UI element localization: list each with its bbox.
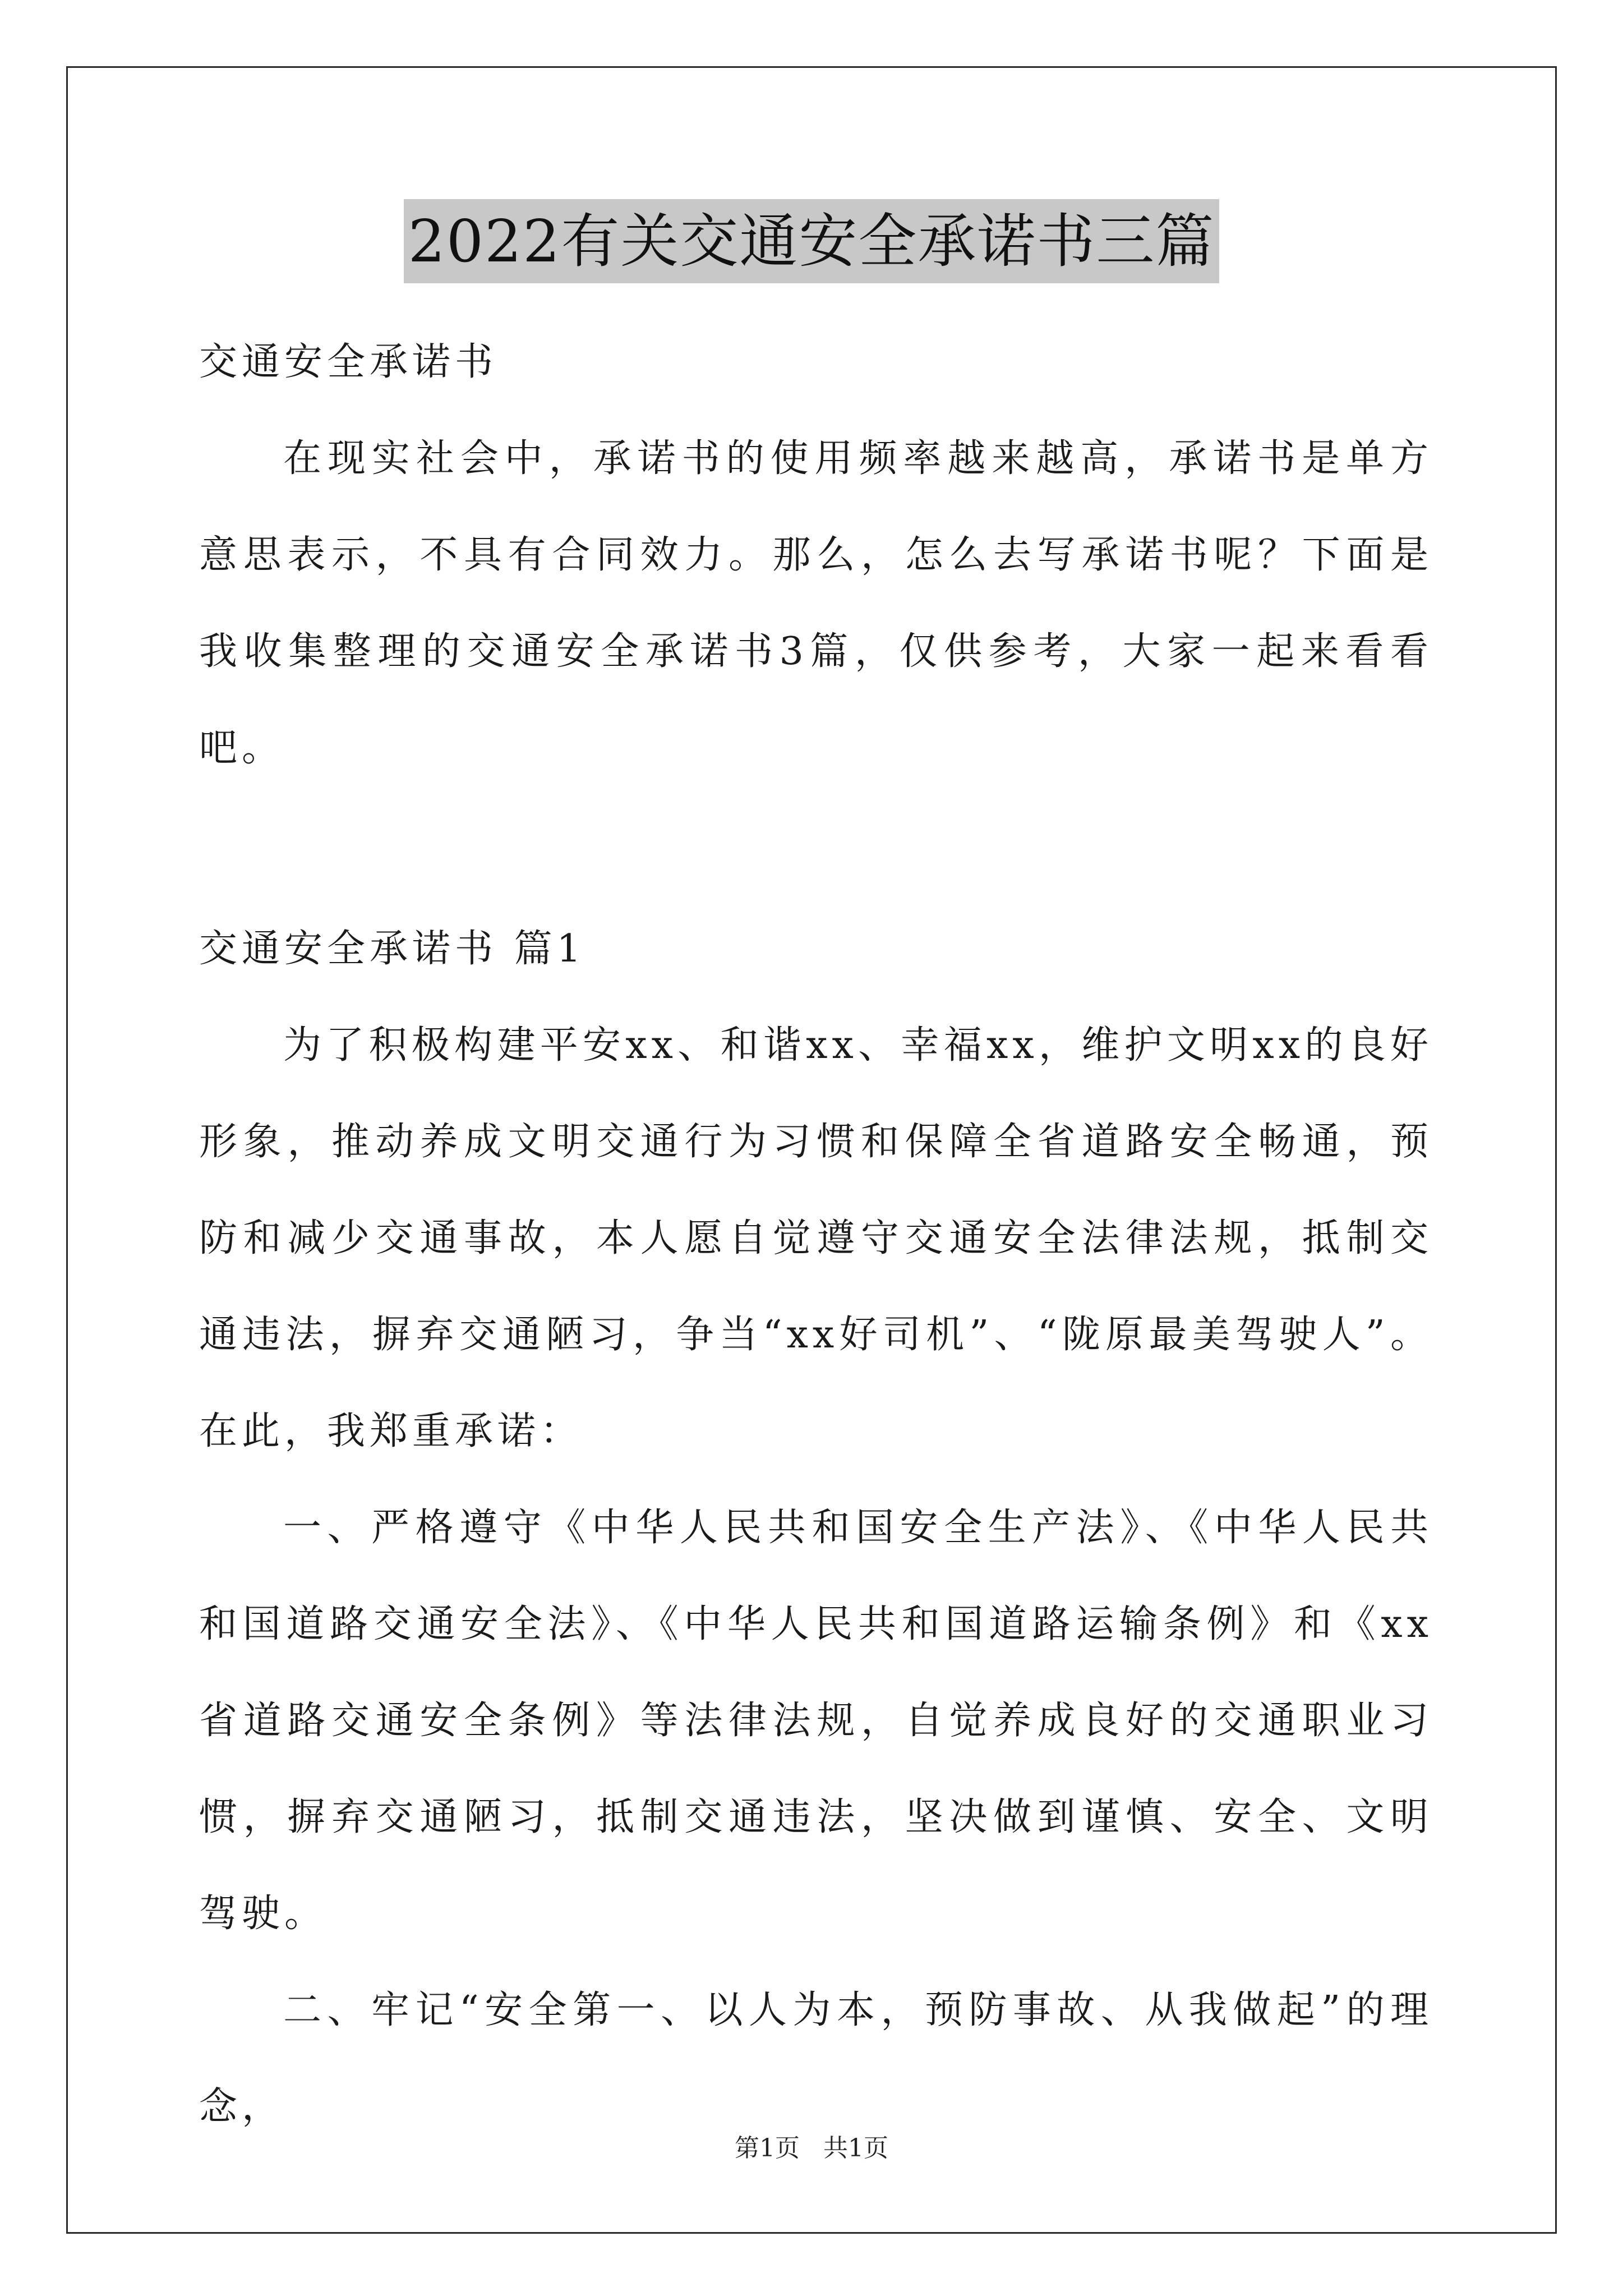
section-spacer	[199, 797, 1433, 901]
body-paragraph: 为了积极构建平安xx、和谐xx、幸福xx，维护文明xx的良好形象，推动养成文明交通行为习惯和保障全省道路安全畅通，预防和减少交通事故，本人愿自觉遵守交通安全法律法规，抵制交通违法，摒弃交通陋习，争当“xx好司机”、“陇原最美驾驶人”。在此，我郑重承诺：	[199, 1023, 1433, 1453]
document-body	[199, 314, 1433, 2155]
intro-paragraph: 在现实社会中，承诺书的使用频率越来越高，承诺书是单方意思表示，不具有合同效力。那么，怎么去写承诺书呢？下面是我收集整理的交通安全承诺书3篇，仅供参考，大家一起来看看吧。	[199, 436, 1433, 770]
body-paragraph: 二、牢记“安全第一、以人为本，预防事故、从我做起”的理念，	[199, 1988, 1433, 2129]
body-paragraph: 一、严格遵守《中华人民共和国安全生产法》、《中华人民共和国道路交通安全法》、《中华人民共和国道路运输条例》和《xx省道路交通安全条例》等法律法规，自觉养成良好的交通职业习惯，摒弃交通陋习，抵制交通违法，坚决做到谨慎、安全、文明驾驶。	[199, 1506, 1433, 1936]
document-title: 2022有关交通安全承诺书三篇	[404, 199, 1220, 283]
page-footer	[0, 2132, 1623, 2165]
page-number: 第1页	[735, 2134, 800, 2162]
intro-heading: 交通安全承诺书	[199, 340, 498, 384]
section-heading: 交通安全承诺书 篇1	[199, 927, 585, 971]
title-container	[0, 199, 1623, 283]
page-total: 共1页	[823, 2134, 888, 2162]
